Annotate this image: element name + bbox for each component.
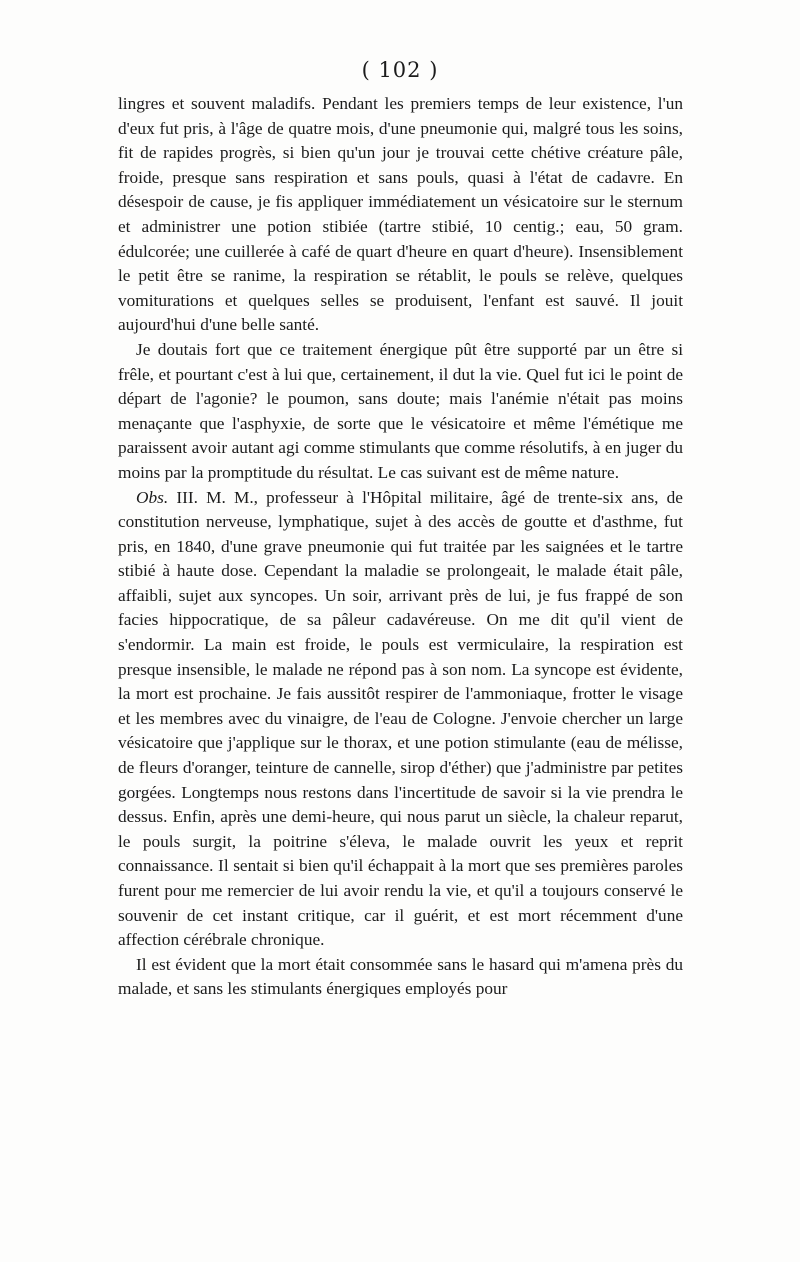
- page-number: ( 102 ): [361, 58, 439, 82]
- body-text: [118, 92, 683, 1002]
- paragraph-4: Il est évident que la mort était consommée sans le hasard qui m'amena près du malade, et sans les stimulants énergiques employés pour: [118, 954, 683, 999]
- paragraph-3-text: III. M. M., professeur à l'Hôpital militaire, âgé de trente-six ans, de constitution nerveuse, lymphatique, sujet à des accès de goutte et d'asthme, fut pris, en 1840, d'une grave pneumonie qui fut traitée par les saignées et le tartre stibié à haute dose. Cependant la maladie se prolongeait, le malade était pâle, affaibli, sujet aux syncopes. Un soir, arrivant près de lui, je fus frappé de son facies hippocratique, de sa pâleur cadavéreuse. On me dit qu'il vient de s'endormir. La main est froide, le pouls est vermiculaire, la respiration est presque insensible, le malade ne répond pas à son nom. La syncope est évidente, la mort est prochaine. Je fais aussitôt respirer de l'ammoniaque, frotter le visage et les membres avec du vinaigre, de l'eau de Cologne. J'envoie chercher un large vésicatoire que j'applique sur le thorax, et une potion stimulante (eau de mélisse, de fleurs d'oranger, teinture de cannelle, sirop d'éther) que j'administre par petites gorgées. Longtemps nous restons dans l'incertitude de savoir si la vie prendra le dessus. Enfin, après une demi-heure, qui nous parut un siècle, la chaleur reparut, le pouls surgit, la poitrine s'éleva, le malade ouvrit les yeux et reprit connaissance. Il sentait si bien qu'il échappait à la mort que ses premières paroles furent pour me remercier de lui avoir rendu la vie, et qu'il a toujours conservé le souvenir de cet instant critique, car il guérit, et est mort récemment d'une affection cérébrale chronique.: [118, 487, 683, 950]
- paragraph-2: Je doutais fort que ce traitement énergique pût être supporté par un être si frêle, et pourtant c'est à lui que, certainement, il dut la vie. Quel fut ici le point de départ de l'agonie? le poumon, sans doute; mais l'anémie n'était pas moins menaçante que l'asphyxie, de sorte que le vésicatoire et même l'émétique me paraissent avoir autant agi comme stimulants que comme résolutifs, à en juger du moins par la promptitude du résultat. Le cas suivant est de même nature.: [118, 339, 683, 482]
- obs-label: Obs.: [136, 487, 169, 507]
- paragraph-1: lingres et souvent maladifs. Pendant les premiers temps de leur existence, l'un d'eux fut pris, à l'âge de quatre mois, d'une pneumonie qui, malgré tous les soins, fit de rapides progrès, si bien qu'un jour je trouvai cette chétive créature pâle, froide, presque sans respiration et sans pouls, quasi à l'état de cadavre. En désespoir de cause, je fis appliquer immédiatement un vésicatoire sur le sternum et administrer une potion stibiée (tartre stibié, 10 centig.; eau, 50 gram. édulcorée; une cuillerée à café de quart d'heure en quart d'heure). Insensiblement le petit être se ranime, la respiration se rétablit, le pouls se relève, quelques vomiturations et quelques selles se produisent, l'enfant est sauvé. Il jouit aujourd'hui d'une belle santé.: [118, 94, 683, 335]
- paragraph-3: [118, 486, 683, 953]
